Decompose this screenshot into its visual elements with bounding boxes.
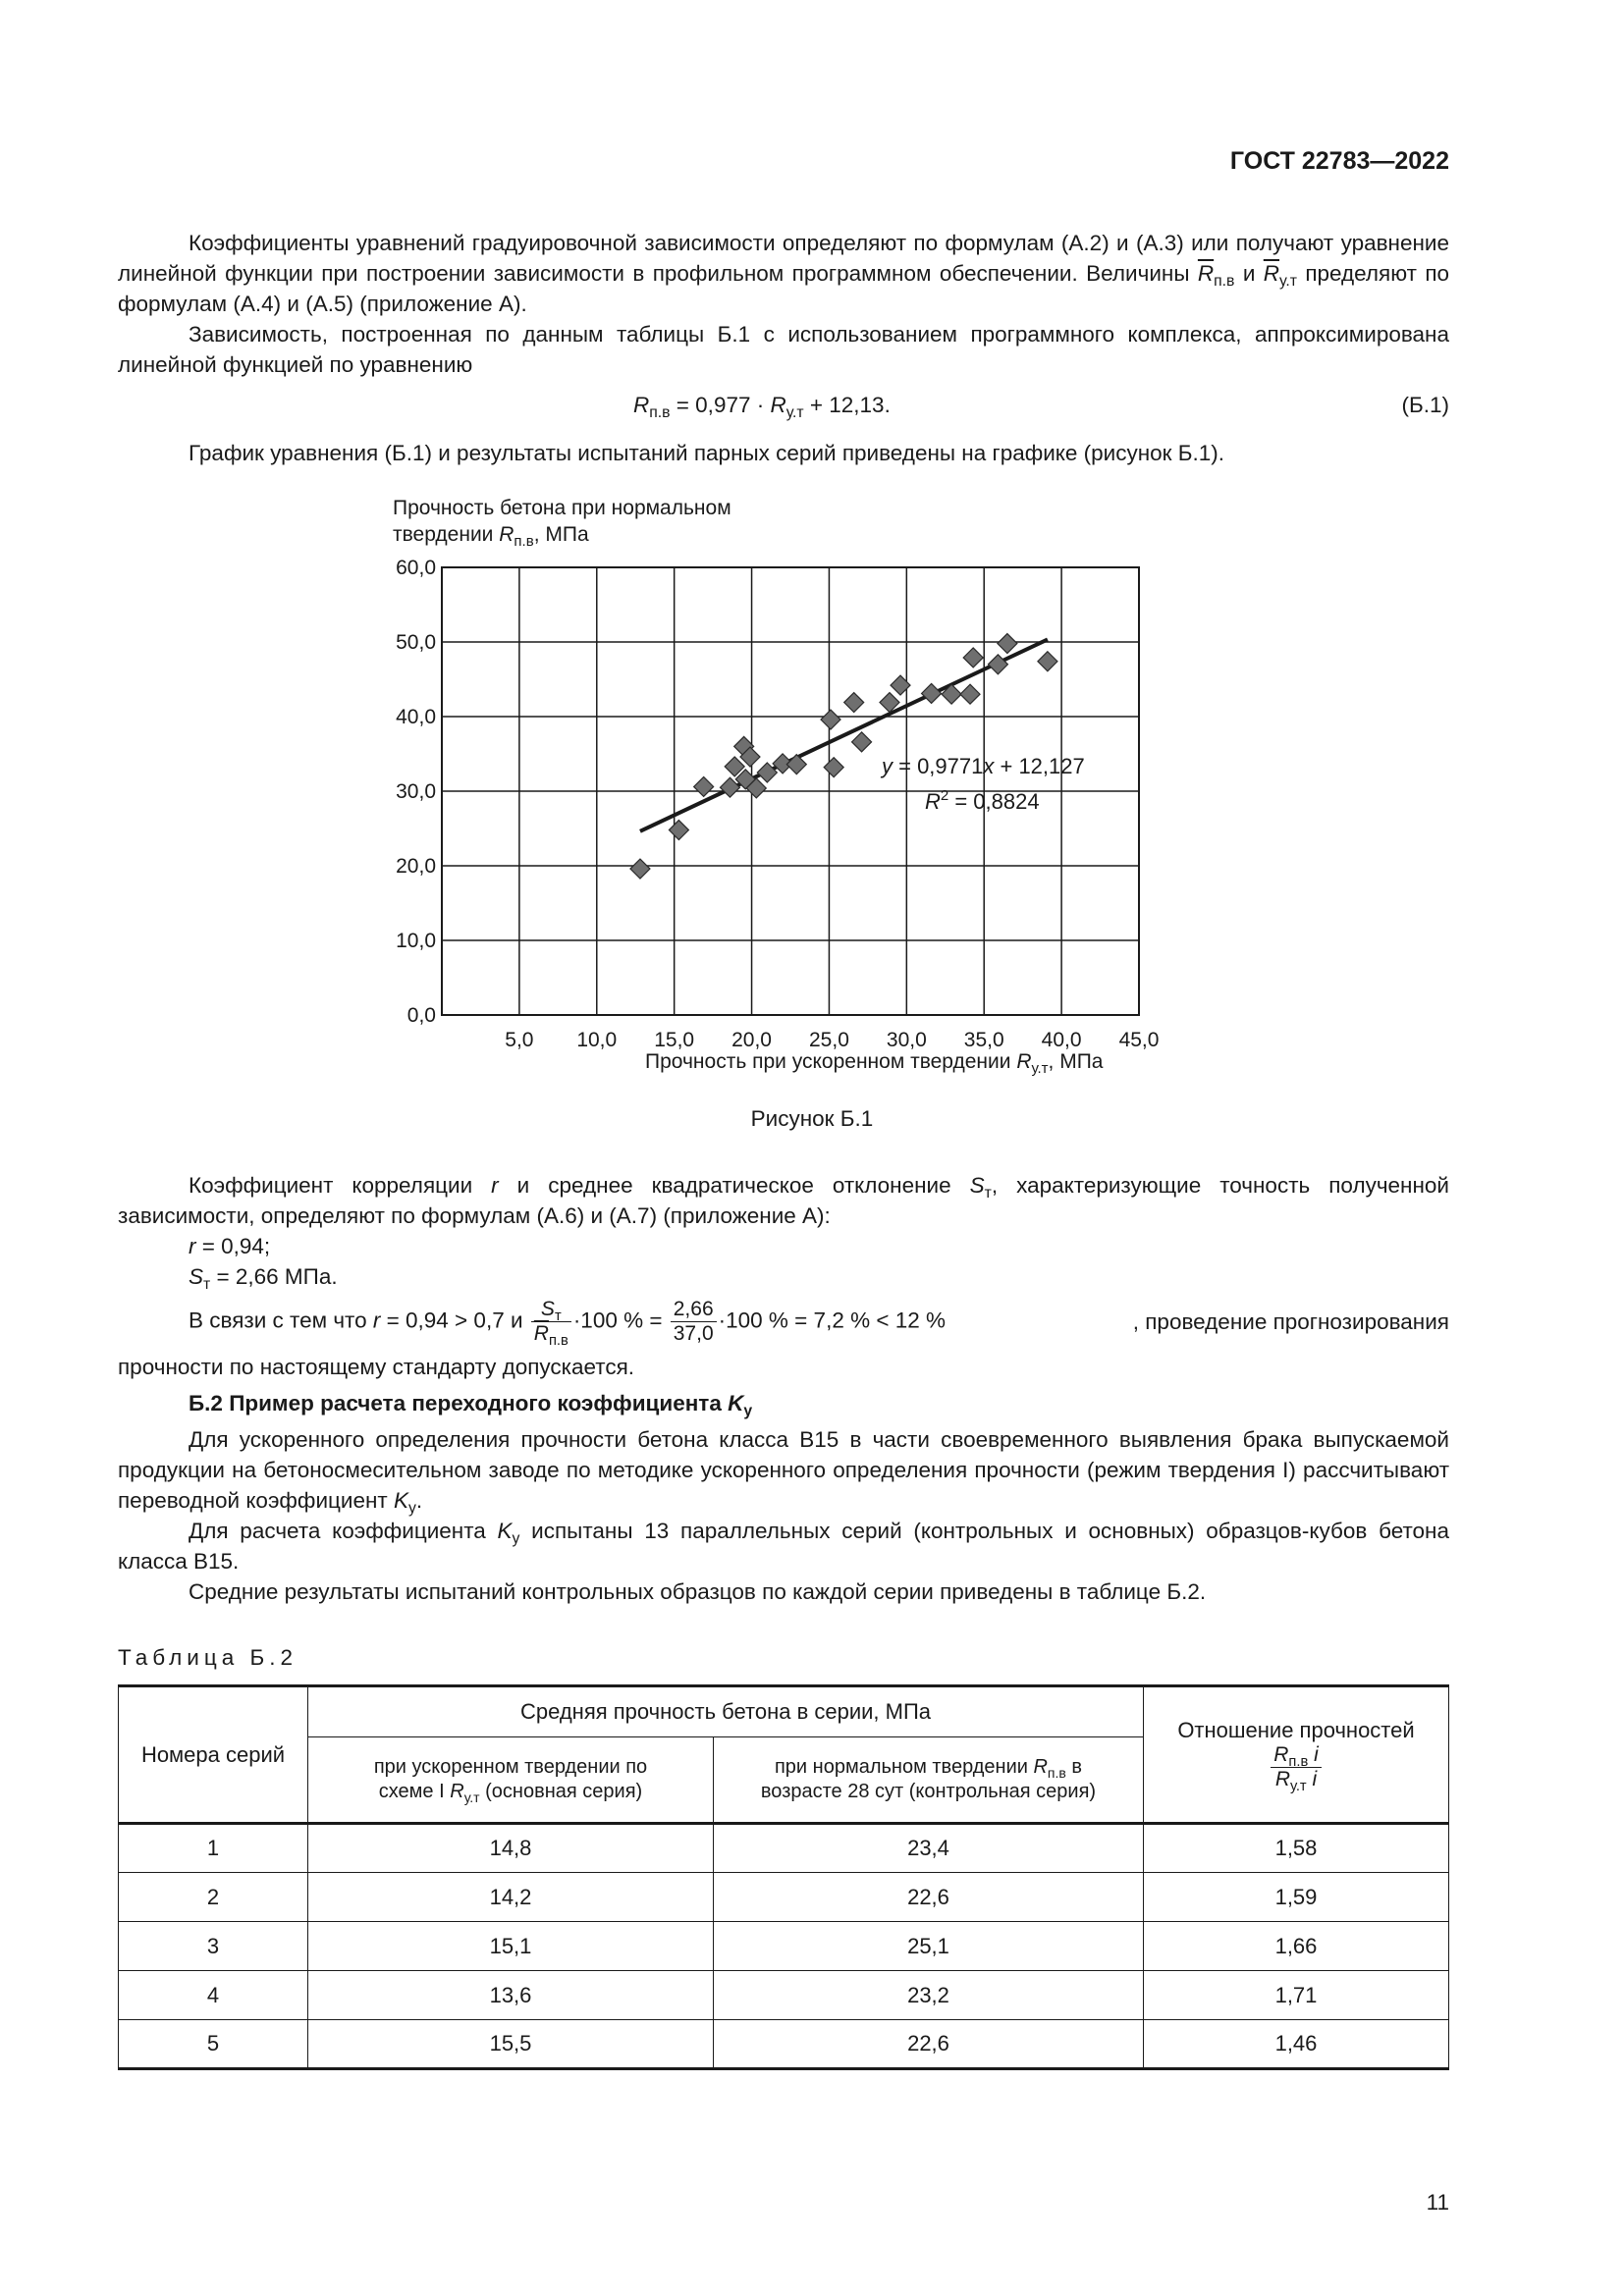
y-tick-label: 0,0 [406,1004,436,1027]
condition-conclusion: , проведение прогнозирования [1132,1309,1449,1334]
header-mean-strength: Средняя прочность бетона в серии, МПа [308,1686,1144,1737]
y-tick-label: 10,0 [396,930,436,952]
data-point [844,693,864,713]
data-point [821,710,840,729]
regression-equation: y = 0,9771x + 12,127 [882,754,1085,778]
data-point [960,684,980,704]
data-point [669,821,688,840]
cell-accelerated: 13,6 [308,1971,714,2020]
data-point [852,732,872,752]
paragraph-graph-ref: График уравнения (Б.1) и результаты испытаний парных серий приведены на графике (рисунок Б.1). [189,441,1225,465]
data-point [1038,652,1057,671]
data-point [922,683,942,703]
cell-ratio: 1,71 [1144,1971,1449,2020]
section-b2-heading: Б.2 Пример расчета переходного коэффициента $K_у$ [189,1391,753,1419]
paragraph-condition [118,1298,1449,1349]
text-block-graph-ref [118,438,1449,468]
data-point [757,763,777,782]
text-block-correlation [118,1170,1449,1607]
figure-caption: Рисунок Б.1 [750,1106,874,1131]
cell-series: 4 [119,1971,308,2020]
paragraph-table-ref: Средние результаты испытаний контрольных образцов по каждой серии приведены в таблице Б.2. [189,1579,1207,1604]
y-axis-label-line2: твердении $R_{п.в}$, МПа [393,523,589,550]
x-tick-label: 30,0 [886,1029,927,1051]
cell-accelerated: 15,5 [308,2020,714,2069]
x-axis-label: Прочность при ускоренном твердении $R_{у.т}$, МПа [645,1050,1104,1077]
table-row [119,1971,1449,2020]
x-tick-label: 45,0 [1118,1029,1160,1051]
cell-normal: 23,4 [714,1824,1144,1873]
x-tick-label: 5,0 [505,1029,534,1051]
y-tick-label: 60,0 [396,557,436,579]
table-row [119,2020,1449,2069]
data-point [998,634,1017,654]
header-normal: при нормальном твердении $R_{п.в}$ в возрасте 28 сут (контрольная серия) [714,1737,1144,1824]
x-tick-label: 15,0 [654,1029,695,1051]
x-tick-label: 40,0 [1041,1029,1082,1051]
x-tick-label: 10,0 [576,1029,618,1051]
cell-normal: 25,1 [714,1922,1144,1971]
paragraph-accelerated: Для ускоренного определения прочности бетона класса В15 в части своевременного выявления брака выпускаемой продукции на бетоносмесительном заводе по методике ускоренного определения прочности (режим твердения I) рассчитывают переводной коэффициент $K_у$. [118,1427,1449,1517]
header-series-number: Номера серий [119,1686,308,1824]
cell-series: 1 [119,1824,308,1873]
s-value-line: $S_т = 2,66$ МПа. [189,1264,338,1293]
paragraph-allowed: прочности по настоящему стандарту допускается. [118,1355,635,1379]
y-axis-ticks [396,557,436,1027]
formula-b1-number: (Б.1) [1401,393,1449,417]
results-table [118,1684,1449,2070]
paragraph-dependence: Зависимость, построенная по данным таблицы Б.1 с использованием программного комплекса, аппроксимирована линейной функцией по уравнению [118,322,1449,377]
x-tick-label: 35,0 [963,1029,1004,1051]
scatter-chart [373,487,1188,1095]
cell-accelerated: 14,2 [308,1873,714,1922]
formula-b1-expression: $R_{п.в} = 0,977 \cdot R_{у.т} + 12,13$. [633,393,891,421]
cell-series: 3 [119,1922,308,1971]
cell-normal: 22,6 [714,1873,1144,1922]
r-squared-label: $R^2 = 0,8824$ [925,787,1040,814]
cell-accelerated: 14,8 [308,1824,714,1873]
data-point [630,859,650,879]
y-tick-label: 30,0 [396,780,436,803]
cell-ratio: 1,66 [1144,1922,1449,1971]
table-row [119,1922,1449,1971]
paragraph-coefficients: Коэффициенты уравнений градуировочной зависимости определяют по формулам (А.2) и (А.3) или получают уравнение линейной функции при построении зависимости в профильном программном обеспечении. Величины $\overline{R}_{п.в}$ и $\overline{R}_{у.т}$ пределяют по формулам (А.4) и (А.5) (приложение А). [118,231,1450,316]
header-strength-ratio: Отношение прочностей $\frac{R_{п.в} i}{R_{у.т} i}$ [1144,1686,1449,1824]
ratio-fraction: $\frac{R_{п.в} i}{R_{у.т} i}$ [1271,1743,1322,1791]
paragraph-correlation: Коэффициент корреляции r и среднее квадратическое отклонение $S_т$, характеризующие точность полученной зависимости, определяют по формулам (А.6) и (А.7) (приложение А): [118,1173,1449,1228]
header-accelerated: при ускоренном твердении по схеме I $R_{у.т}$ (основная серия) [308,1737,714,1824]
cell-normal: 23,2 [714,1971,1144,2020]
text-block-intro [118,228,1449,380]
y-tick-label: 40,0 [396,706,436,728]
data-point [694,776,714,796]
page-number: 11 [1426,2190,1449,2215]
y-tick-label: 20,0 [396,855,436,878]
table-row [119,1873,1449,1922]
fraction-values: $\frac{2,66}{37,0}$ [671,1298,717,1346]
cell-series: 2 [119,1873,308,1922]
document-header: ГОСТ 22783—2022 [1229,147,1449,175]
cell-series: 5 [119,2020,308,2069]
x-axis-ticks [505,1029,1159,1051]
data-point [824,758,843,777]
cell-normal: 22,6 [714,2020,1144,2069]
condition-expression: В связи с тем что r = 0,94 > 0,7 и $\frac{S_т}{\overline{R}_{п.в}}$ ·100 % = $\frac{2,66}{37,0}$ ·100 % = 7,2 % < 12 % [189,1298,947,1349]
cell-accelerated: 15,1 [308,1922,714,1971]
table-label: Таблица Б.2 [118,1645,298,1670]
table-row [119,1824,1449,1873]
cell-ratio: 1,59 [1144,1873,1449,1922]
cell-ratio: 1,58 [1144,1824,1449,1873]
fraction-s-over-r: $\frac{S_т}{\overline{R}_{п.в}}$ [531,1298,571,1346]
cell-ratio: 1,46 [1144,2020,1449,2069]
y-tick-label: 50,0 [396,631,436,654]
x-tick-label: 20,0 [731,1029,772,1051]
data-point [786,755,806,774]
x-tick-label: 25,0 [809,1029,849,1051]
y-axis-label-line1: Прочность бетона при нормальном [393,497,731,519]
data-point [963,648,983,667]
paragraph-13-series: Для расчета коэффициента $K_у$ испытаны 13 параллельных серий (контрольных и основных) образцов-кубов бетона класса В15. [118,1519,1449,1574]
r-value-line: r = 0,94; [189,1234,271,1258]
